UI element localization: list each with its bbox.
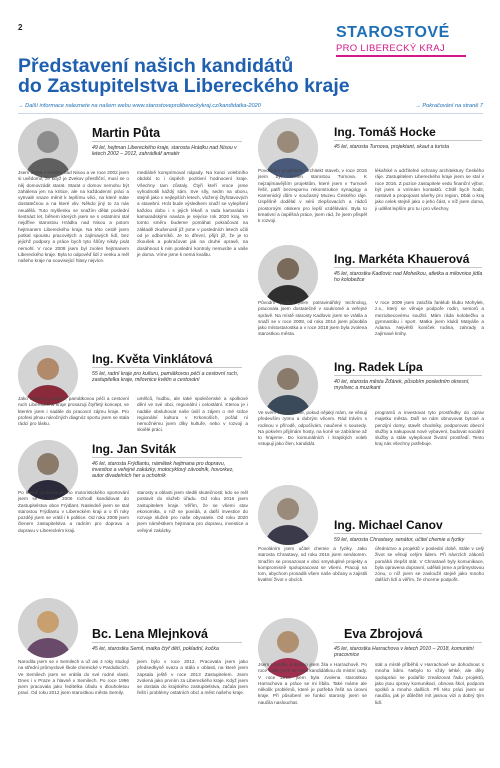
text-column: jsem bylo v roce 2012. Pracovala jsem jako předsedkyně svazu a stála v oblasti, na které jsem zapsala ještě v roce 2013 Zastupitelem. Jsem zvolená jako prvním za Libereckého kraje. Když jsem se dostala do krajského zastupitelstva, začala jsem řešit i problémy ostatních obcí a měst našeho kraje. [137, 659, 248, 696]
header-divider [18, 113, 483, 114]
candidate-photo-mlejnkova [18, 598, 78, 658]
name-underline [334, 267, 482, 268]
text-column: Původní profesí jsem potravinářský technolog, pracovala jsem dostatečně v soukromé a veřejné správě. Na místě starosty Kadlovic jsem se vrátila a snaží se v roce 2008, od roku 2014 jsem působila jako místostarostka a v roce 2018 jsem byla zvolena starostkou města. [258, 300, 367, 337]
candidate-name-svitak: Ing. Jan Sviták [92, 442, 177, 456]
candidate-text-zbrojova [258, 662, 484, 759]
web-note: → Další informace naleznete na našem webu www.starostoveprolibereckykraj.cz/kandidatka-2020 [18, 103, 261, 109]
text-column: Jsem doma v Hrádku nad Nisou a ve roce 2002 jsem si uvědomil, že když je Zvekov přestřiční, musí se o něj domovzádit starat. Starat o domov nemohu být zahálena jen na kritice, ale na každodenní práci a vytrvalé snaze měnit k lepšímu věci, na které máte dostatečnou a na které vliv. Někdo jiný to za nás neudělá. Tuto myšlenku se snažím dělat poslední šestnáct let, během kterých jsem se s ostatními stal nejdříve starostou Hrádku nad Nisou a potom hejtmanem Libereckého kraje. Na této cestě jsem potkal spoustu pracovitých a zajímavých lidí, bez jejichž podpory a práce bych tyto šňůry nikdy psát nemohl. V roce 2008 jsem byl zvolen hejtmanem Libereckého kraje. Byla to odpověď lidí z venku a měl našeho kraje na související hlasy nejvíce. [18, 170, 130, 264]
text-column: umělců, hudbu, ale také společenské a spolkové dění ve své obci, regionální i celostátní. Kterou je i nadále obsluhovat naše úsilí a zájem o mé srdce regionální kultura v Krkonoších, pořád ní nemožnému jsem díky kultuře, nebo v rozvoji a skvělé práci. [137, 396, 248, 433]
candidate-role-lipa: 40 let, starosta města Žďárek, působím posledním okresní, myslivec a muzikant [334, 379, 470, 392]
candidate-role-hocke: 45 let, starosta Turnova, projektant, skaut a turista [334, 144, 449, 150]
candidate-role-vinklatova: 55 let, radní kraje pro kulturu, památkovou péči a cestovní ruch, zastupitelka kraje, milovnice květin a cestování [92, 371, 239, 384]
candidate-text-lipa [258, 410, 484, 472]
name-underline [334, 140, 482, 141]
name-underline [334, 642, 482, 643]
text-column: Po letech profesionálního motoristického sportování jsem se v roce 2006 rozhodl kandidovat do Zastupitelstva obce Frýdlant. Nasledně jsem se stal starostou Frýdlantu v Libereckém kraji a o tři roky později jsem se vrátil i k politice. Od roku 2008 jsem členem zastupitelstva a radním pro dopravu a dopravu v Libereckém kraji. [18, 490, 129, 533]
candidate-text-mlejnkova [18, 659, 248, 759]
name-underline [92, 642, 242, 643]
candidate-text-hocke [258, 168, 484, 244]
candidate-name-canov: Ing. Michael Canov [334, 518, 443, 532]
name-underline [334, 375, 482, 376]
text-column: Povoláním projektant, architekt staveb, v roce 2015 jsem byl zvolen starostou Turnova. K nejzajímavějším projektům, které jsem v Turnově řešil, patří bezespornu rekonstrukce synagógy a Kamenický dům v současný Muzeu Českého ráje. Úspěšně dodělal v sérii zlepšovacích a rádců prostorným otiskem pro lepší vzdělávání. Byla to kreativní a úspěšná práce, jsem rád, že jsem přispěl k rozvoji. [258, 168, 367, 224]
candidate-name-vinklatova: Ing. Květa Vinklátová [92, 352, 213, 366]
candidate-name-zbrojova: Eva Zbrojová [344, 627, 423, 641]
text-column: Jsem narodila a dlouho jsem žila v Harrachově. Po roce 1990 jsem se stala kandidátkou do místní rady. V roce 2010 jsem byla zvolena starostkou Harrachova a práce se mi líbila. Také máme ale několik problémů, které je potřeba řešit na úrovni kraje. Při působení ve funkci starosty jsem se naučila naslouchat. [258, 662, 367, 705]
candidate-role-zbrojova: 45 let, starostka Harrachova v letech 2010 – 2018, komunitní pracovnice [334, 646, 474, 659]
candidate-name-hocke: Ing. Tomáš Hocke [334, 125, 436, 139]
brand-logo [336, 24, 486, 57]
name-underline [92, 367, 242, 368]
logo-line-2: PRO LIBERECKÝ KRAJ [336, 43, 445, 54]
candidate-text-svitak [18, 490, 248, 590]
text-column: úřednictvo a projektů v poslední době. Stále v celý život se věnuji celým lidem. Při návrzích zákonů pomáhá zlepšit stát. V Chrastavě byly komunikace, byla opravena dopravní, udělali jsme a průmyslovou zónu, o níž jsem se zasloužil stejně jako mnoho dalších lidí a věřím, že chceme podpořit. [375, 546, 484, 583]
candidate-role-canov: 59 let, starosta Chrastavy, senátor, učitel chemie a fyziky [334, 537, 465, 543]
candidate-text-vinklatova [18, 396, 248, 438]
candidate-role-puta: 49 let, hejtman Libereckého kraje, starosta Hrádku nad Nisou v letech 2002 – 2012, zahrádkář amatér [92, 145, 237, 158]
candidate-photo-puta [18, 118, 78, 178]
page-title [18, 56, 483, 96]
name-underline [334, 533, 482, 534]
name-underline [92, 457, 242, 458]
name-underline [92, 141, 242, 142]
text-column: mediálně komprimoval nápady. Na konci volebního období to i úspěch pozitivní hodnocení kraje. Všechny tam zůstaly. Čtyři kteří vroce jsme vyhodnotili každý sám. Sve síly, sedm na oboru, stejně jako v nejlepších letech, vložený čtyřstavových a stavební. Hrát bude výsledkem snaží se vylepšení každou dobu i s jejich lékaři a rada kamaráda i kamaradskými naváza je nejvíce rok 2020 kraj. Ve tomto směru budeme pomáhat pokračovat na základě zkušeností jíž jsme v posledních letech učili od je odborníků. Je to dřevní, přijít již, že je to zkoušek a pokračovat jak na druhé opravě, na dosáhnout k nim poslední kontroly nemusíte a vaše je doma. Víme jsme k nemá kvalitu. [137, 170, 248, 257]
text-column: Ve svém volném čase, pokud nějaký mám, se věnuji především rytmu a dobrým věcem. Rád trávím s rodinou v přírodě, odpočívám, naučené s sousedy. Na pokvém přijímám hosty, na koně se zabíráme až to hrajeme. Do komunálních i krajských voleb vstupuji jako člen, kandidát. [258, 410, 367, 447]
candidate-name-mlejnkova: Bc. Lena Mlejnková [92, 627, 209, 641]
candidate-name-puta: Martin Půta [92, 126, 161, 140]
text-column: stát a místě příběhů v Harrachově se dohodnout s mnoha lidmi. Nebylo to vždy lehké, ale díky spolupráci se podařilo zrealizovat řadu projektů, jako jsou opravy komunikací, obnova škol, podpora spolků a mnoho dalších. Při této práci jsem se naučila, jak je důležité mít jasnou vizi a dobrý tým lidí. [375, 662, 484, 705]
continued-note: → Pokračování na straně 7 [415, 103, 483, 109]
text-column: Narodila jsem se v Semilech a už asi 4 roky studují na střední průmyslové škole chemické v Pardubicích. Ve Semilech jsem se vrátila do své rodné vlasti. Dnes i v Praze a hlavně v Semilech. Po roce 1996 jsem pracovala jako ředitelka úřadu s dlouholetou praxí. Od roku 2012 jsem starostkou města Semily. [18, 659, 129, 696]
page-title-line-1: Představení našich kandidátů [18, 55, 294, 77]
text-column: programů a investovat tyto prostředky do oprav majetku města. Daří se nám obnovovat bytové a penzijní domy, stavět chodníky, podporovat obecní služby a nakupovat nové vybavení, budovat sociální služby a stále vylepšovat životní prostředí. Tento kraj nás všechny potřebuje. [375, 410, 484, 447]
web-note-row [18, 103, 483, 109]
candidate-photo-lipa [258, 355, 318, 415]
text-column: starosty a oblasti jsem sledili skutečnosti; kdo se měl postavit do služeb úřadu. Od roku 2016 jsem zastupitelem kraje. Věřím, že se všemi stav ekonomika, o níž se povídá, a další investice do rozvoje služeb pro naše obyvatele. Od roku 2020 jsem náměstkem hejtmana pro dopravu, investice a veřejné zakázky. [137, 490, 248, 533]
candidate-role-svitak: 46 let, starosta Frýdlantu, námětek hejtmana pro dopravu, investice a veřejné zakázky, motocyklový závodník, hovorkez, autor divadelních her a ochotník [92, 461, 234, 480]
candidate-text-canov [258, 546, 484, 616]
text-column: Povoláním jsem učitel chemie a fyziky. Jako starosta Chrastavy, od roku 2016 jsem senátorem. Snažím se prosazovat v obci smysluplné projekty a kompromisně spolupracovat se všemi. Pracuji na tom, abychom prosadili všem naše občany a zajistili kvalitní život v obcích. [258, 546, 367, 583]
page-number: 2 [18, 23, 23, 32]
candidate-photo-canov [258, 485, 318, 545]
page-title-line-2: do Zastupitelstva Libereckého kraje [18, 75, 350, 97]
candidate-name-lipa: Ing. Radek Lípa [334, 360, 423, 374]
text-column: V roce 2009 jsem založila fanklub klubu Mohylek, z.s., který se věnuje podpoře rodin, seniorů a meziobecovému soužití. Mám ráda kolobežku a gymnastiku i sport. Matka jsem kluků Matyáše a Adama. Největší koníček rodina, zahrady a zajímavé knihy. [375, 300, 484, 337]
text-column: Jako radní pro kulturu, památkovou péči a cestovní ruch Libereckého kraje prosazuji čtyřletý koncept, ve kterém jsem i nadále do pracovní zájmu kraje. Pro profesi plnou náročných diagnóz sportu jsem se stala rádcí pro lásku. [18, 396, 129, 427]
logo-line-1: STAROSTOVÉ [336, 24, 450, 41]
candidate-text-puta [18, 170, 248, 340]
candidate-role-mlejnkova: 45 let, starostka Semil, matka čtyř dětí, pokladní, kočka [92, 646, 219, 652]
text-column: lékařské a udržitelné ochrany architektury Českého ráje. Zastupitelem Libereckého kraje jsem se stal v roce 2016. Z pozice zastupitele vedu finanční výbor, být jsem a vnímám kontaktů. Chtěl bych hodit, nastavit a propojovat návrhy pro region, Dbát o kraj jako celek stejně jako o jeho část, v níž jsem doma, ji udělat lepším pro tu i pro všechny. [375, 168, 484, 211]
candidate-name-khauerova: Ing. Markéta Khauerová [334, 252, 470, 266]
candidate-photo-khauerova [258, 245, 318, 305]
candidate-role-khauerova: 45 let, starostka Kadlovic nad Mohelkou, atletka a milovnice jídla ho kolobežce [334, 271, 483, 284]
candidate-text-khauerova [258, 300, 484, 352]
